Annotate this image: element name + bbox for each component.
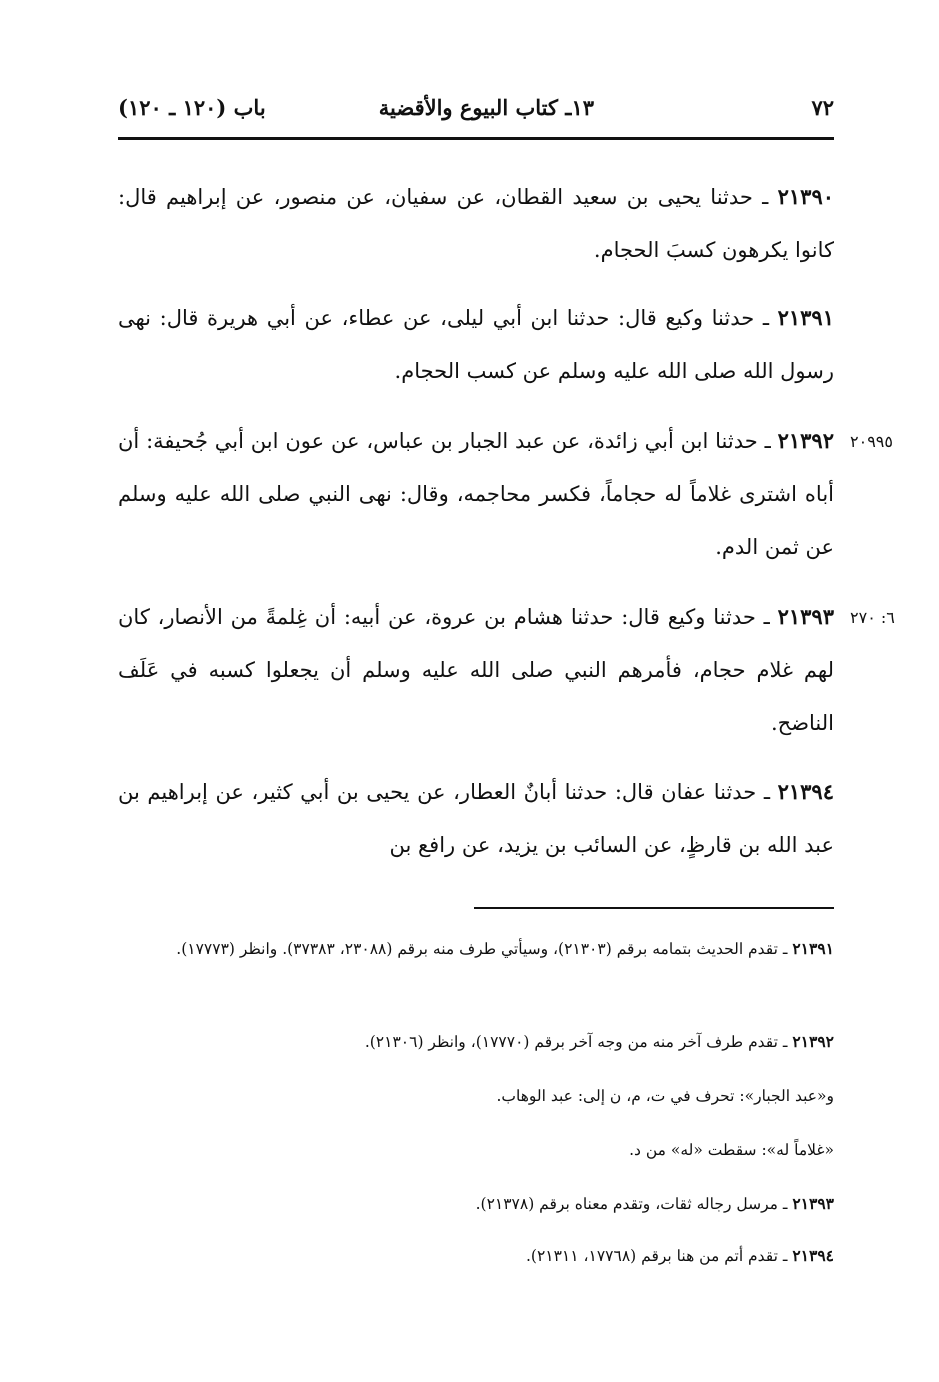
hadith-text: ـ حدثنا عفان قال: حدثنا أبانٌ العطار، عن يحيى بن أبي كثير، عن إبراهيم بن عبد الله بن قارظٍ، عن السائب بن يزيد، عن رافع بن	[118, 780, 834, 857]
header-rule	[118, 137, 834, 140]
footnote-text: «غلاماً له»: سقطت «له» من د.	[629, 1141, 834, 1159]
hadith-21394	[118, 765, 834, 872]
hadith-text: ـ حدثنا يحيى بن سعيد القطان، عن سفيان، عن منصور، عن إبراهيم قال: كانوا يكرهون كسبَ الحجام.	[118, 185, 834, 262]
hadith-text: ـ حدثنا وكيع قال: حدثنا ابن أبي ليلى، عن عطاء، عن أبي هريرة قال: نهى رسول الله صلى الله عليه وسلم عن كسب الحجام.	[118, 306, 834, 383]
hadith-number: ٢١٣٩٤	[777, 779, 834, 804]
page-number: ٧٢	[811, 95, 834, 120]
footnote-note	[118, 1083, 834, 1110]
margin-reference: ٢٠٩٩٥	[850, 432, 893, 451]
hadith-text: ـ حدثنا ابن أبي زائدة، عن عبد الجبار بن عباس، عن عون ابن أبي جُحيفة: أن أباه اشترى غلاماً له حجاماً، فكسر محاجمه، وقال: نهى النبي صلى الله عليه وسلم عن ثمن الدم.	[118, 429, 834, 559]
footnote-number: ٢١٣٩٢	[792, 1032, 834, 1051]
footnote-number: ٢١٣٩١	[792, 939, 834, 958]
book-title: ١٣ـ كتاب البيوع والأقضية	[378, 95, 594, 120]
hadith-21392	[118, 414, 834, 574]
footnote	[118, 1242, 834, 1270]
page-header	[118, 92, 834, 124]
footnote	[118, 1028, 834, 1056]
margin-reference: ٦: ٢٧٠	[850, 608, 895, 627]
footnote	[118, 935, 834, 963]
footnote-number: ٢١٣٩٣	[792, 1194, 834, 1213]
hadith-number: ٢١٣٩٠	[777, 184, 835, 209]
footnote-text: ـ مرسل رجاله ثقات، وتقدم معناه برقم (٢١٣٧٨).	[475, 1195, 788, 1213]
hadith-21391	[118, 291, 834, 398]
footnote-note	[118, 1137, 834, 1164]
hadith-21393	[118, 590, 834, 750]
footnote-text: ـ تقدم أتم من هنا برقم (١٧٧٦٨، ٢١٣١١).	[525, 1247, 788, 1265]
footnote-separator	[474, 907, 834, 909]
hadith-21390	[118, 170, 834, 277]
footnote-text: ـ تقدم الحديث بتمامه برقم (٢١٣٠٣)، وسيأتي طرف منه برقم (٢٣٠٨٨، ٣٧٣٨٣). وانظر (١٧٧٧٣).	[176, 940, 788, 958]
footnote-number: ٢١٣٩٤	[792, 1246, 834, 1265]
hadith-text: ـ حدثنا وكيع قال: حدثنا هشام بن عروة، عن أبيه: أن غِلمةً من الأنصار، كان لهم غلام حجام، فأمرهم النبي صلى الله عليه وسلم أن يجعلوا كسبه في عَلَف الناضح.	[118, 605, 834, 735]
hadith-number: ٢١٣٩١	[777, 305, 834, 330]
footnote	[118, 1190, 834, 1218]
hadith-number: ٢١٣٩٢	[777, 428, 834, 453]
footnote-text: ـ تقدم طرف آخر منه من وجه آخر برقم (١٧٧٧٠)، وانظر (٢١٣٠٦).	[364, 1033, 788, 1051]
hadith-number: ٢١٣٩٣	[777, 604, 834, 629]
chapter-title: باب (١٢٠ ـ ١٢٠)	[118, 95, 266, 120]
footnote-text: و«عبد الجبار»: تحرف في ت، م، ن إلى: عبد الوهاب.	[496, 1087, 834, 1105]
